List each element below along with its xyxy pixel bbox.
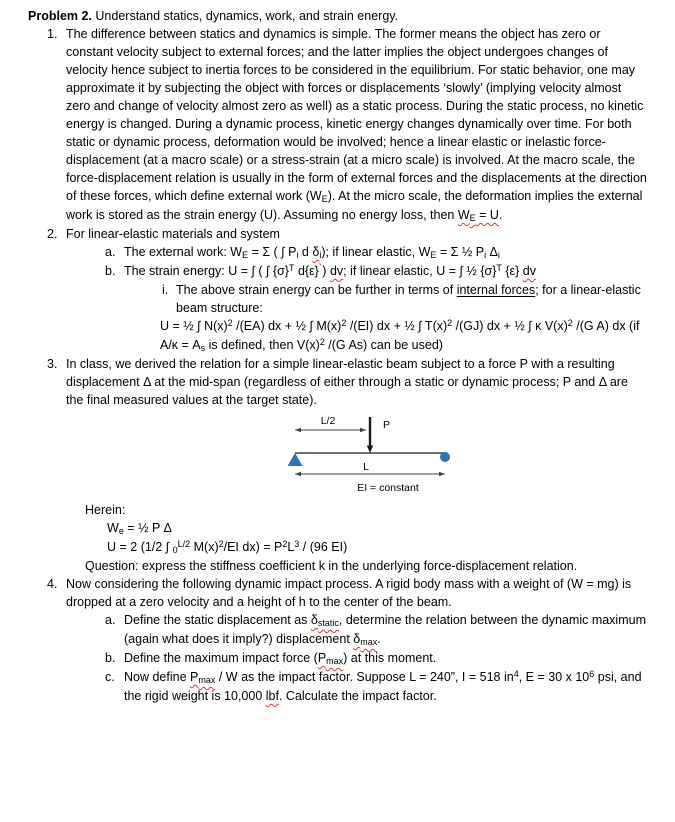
text-run: ); if linear elastic, W bbox=[321, 245, 431, 259]
problem-heading bbox=[28, 7, 648, 25]
text-run: . bbox=[377, 632, 381, 646]
text-run: /(G A) dx (if A/κ = A bbox=[160, 319, 643, 352]
text-run: Understand statics, dynamics, work, and strain energy. bbox=[91, 9, 399, 23]
text-run: . Calculate the impact factor. bbox=[278, 689, 437, 703]
half-span-label: L/2 bbox=[320, 415, 336, 427]
text-run: = ½ P Δ bbox=[123, 521, 172, 535]
text-run: Question: express the stiffness coefficient k in the underlying force-displacement relation. bbox=[85, 559, 578, 573]
superscript-run: 2 bbox=[282, 539, 288, 550]
superscript-run: 6 bbox=[589, 669, 595, 680]
roller-support-icon bbox=[440, 452, 450, 462]
subscript-run: i bbox=[497, 250, 500, 261]
text-run: δ bbox=[353, 632, 361, 646]
text-run: /(EI) dx + ½ ∫ T(x) bbox=[346, 319, 448, 333]
item-1 bbox=[28, 25, 651, 225]
text-run: psi, and the rigid weight is 10,000 bbox=[124, 670, 646, 703]
item-4a bbox=[28, 611, 648, 649]
text-run: is defined, then V(x) bbox=[205, 338, 320, 352]
list-marker: b. bbox=[105, 651, 116, 665]
superscript-run: 2 bbox=[341, 318, 347, 329]
text-run: The difference between statics and dynamics is simple. The former means the object has zero or constant velocity subject to external forces; and the latter implies the object undergoes changes of velocity hence subject to inertia forces to be considered in the equilibrium. For static behavior, one may approximate it by subjecting the object with forces or displacements ‘slowly’ (implying velocity almost zero and change of velocity almost zero as well) as a static process. During the static process, no kinetic energy is changed. During a dynamic process, kinetic energy changes dynamically over time. For both static or dynamic process, deformation would be involved; hence a linear elastic or inelastic force-displacement (at a macro scale) or a stress-strain (at a micro scale) is involved. At the macro scale, the force-displacement relation is usually in the form of external forces and the displacements at the direction of these forces, which define external work (W bbox=[66, 27, 651, 203]
subscript-run: i bbox=[296, 250, 299, 261]
text-run: Now considering the following dynamic impact process. A rigid body mass with a weight of (W = mg) is dropped at a zero velocity and a height of h to the center of the beam. bbox=[66, 577, 635, 609]
text-run: = U bbox=[475, 208, 499, 222]
subscript-run: E bbox=[321, 194, 328, 205]
text-run: L bbox=[287, 540, 295, 554]
text-run: In class, we derived the relation for a simple linear-elastic beam subject to a force P with a resulting displacement Δ at the mid-span (regardless of either through a static or dynamic process; P and Δ are the final measured values at the target state). bbox=[66, 357, 632, 407]
text-run: internal forces bbox=[456, 283, 536, 297]
span-label: L bbox=[363, 461, 369, 473]
item-2a bbox=[28, 243, 648, 262]
text-run: U = 2 (1/2 ∫ bbox=[107, 540, 173, 554]
span-arrow-left-icon bbox=[295, 472, 301, 476]
text-run: The external work: W bbox=[124, 245, 243, 259]
superscript-run: T bbox=[288, 263, 295, 274]
list-marker: b. bbox=[105, 264, 116, 278]
strain-energy-result-formula bbox=[28, 538, 648, 557]
item-2b bbox=[28, 262, 648, 281]
text-run: δ bbox=[312, 245, 320, 259]
item-2 bbox=[28, 225, 648, 243]
text-run: / (96 EI) bbox=[299, 540, 348, 554]
superscript-run: 2 bbox=[218, 539, 224, 550]
text-run: W bbox=[457, 208, 470, 222]
subscript-run: e bbox=[118, 526, 124, 537]
text-run: dv bbox=[522, 264, 536, 278]
item-4 bbox=[28, 575, 648, 611]
list-marker: a. bbox=[105, 613, 116, 627]
superscript-run: T bbox=[496, 263, 502, 274]
beam-strain-energy-formula bbox=[28, 317, 648, 355]
item-2b-i bbox=[28, 281, 648, 317]
beam-diagram-svg bbox=[270, 413, 510, 499]
beam-diagram bbox=[270, 413, 510, 499]
item-4b bbox=[28, 649, 648, 668]
list-marker: c. bbox=[105, 670, 115, 684]
list-marker: i. bbox=[162, 283, 169, 297]
dim-arrow-right-icon bbox=[360, 428, 366, 432]
subscript-run: max bbox=[326, 656, 344, 667]
text-run: /(G As) can be used) bbox=[324, 338, 443, 352]
text-run: = Σ ( ∫ P bbox=[248, 245, 297, 259]
text-run: lbf bbox=[265, 689, 279, 703]
item-3 bbox=[28, 355, 648, 409]
superscript-run: 2 bbox=[567, 318, 573, 329]
text-run: = Σ ½ P bbox=[436, 245, 485, 259]
pin-support-icon bbox=[288, 453, 303, 466]
subscript-run: max bbox=[198, 675, 216, 686]
text-run: δ bbox=[310, 613, 318, 627]
text-run: / W as the impact factor. Suppose L = 240”, I = 518 in bbox=[215, 670, 514, 684]
force-arrowhead-icon bbox=[367, 446, 373, 454]
superscript-run: 2 bbox=[227, 318, 233, 329]
subscript-run: s bbox=[200, 343, 206, 354]
text-run: dv bbox=[329, 264, 344, 278]
problem-body-top bbox=[28, 25, 651, 409]
superscript-run: 3 bbox=[294, 539, 300, 550]
text-run: , E = 30 x 10 bbox=[518, 670, 590, 684]
subscript-run: static bbox=[317, 618, 339, 629]
superscript-run: 2 bbox=[447, 318, 453, 329]
item-4c bbox=[28, 668, 648, 705]
herein-label bbox=[28, 501, 648, 519]
subscript-run: E bbox=[469, 213, 476, 224]
list-marker: 3. bbox=[47, 357, 58, 371]
list-marker: 4. bbox=[47, 577, 58, 591]
list-marker: a. bbox=[105, 245, 116, 259]
list-marker: 2. bbox=[47, 227, 58, 241]
text-run: , determine the relation between the dynamic maximum (again what does it imply?) displacement bbox=[124, 613, 650, 646]
text-run: d bbox=[298, 245, 313, 259]
subscript-run: E bbox=[242, 250, 249, 261]
force-label: P bbox=[383, 419, 391, 431]
subscript-run: 0 bbox=[172, 545, 178, 556]
subscript-run: i bbox=[484, 250, 487, 261]
text-run: ) at this moment. bbox=[343, 651, 437, 665]
text-run: /EI dx) = P bbox=[223, 540, 283, 554]
text-run: P bbox=[317, 651, 327, 665]
text-run: Define the maximum impact force ( bbox=[124, 651, 318, 665]
question bbox=[28, 557, 648, 575]
subscript-run: i bbox=[319, 250, 322, 261]
text-run: For linear-elastic materials and system bbox=[66, 227, 280, 241]
external-work-formula bbox=[28, 519, 648, 538]
text-run: Herein: bbox=[85, 503, 126, 517]
superscript-run: 2 bbox=[319, 337, 325, 348]
text-run: ). At the micro scale, the deformation implies the external work is stored as the strain energy (U). Assuming no energy loss, then bbox=[66, 189, 646, 222]
text-run: P bbox=[190, 670, 199, 684]
text-run: M(x) bbox=[190, 540, 219, 554]
text-run: Δ bbox=[486, 245, 498, 259]
list-marker: 1. bbox=[47, 27, 58, 41]
subscript-run: E bbox=[430, 250, 437, 261]
subscript-run: max bbox=[360, 637, 378, 648]
text-run: W bbox=[107, 521, 119, 535]
superscript-run: L/2 bbox=[177, 539, 191, 550]
text-run: {ε} bbox=[501, 264, 523, 278]
ei-constant-label: EI = constant bbox=[357, 482, 419, 494]
text-run: ; if linear elastic, U = ∫ ½ {σ} bbox=[343, 264, 497, 278]
span-arrow-right-icon bbox=[439, 472, 445, 476]
text-run: U = ½ ∫ N(x) bbox=[160, 319, 228, 333]
text-run: Define the static displacement as bbox=[124, 613, 311, 627]
text-run: The above strain energy can be further in terms of bbox=[176, 283, 457, 297]
text-run: The strain energy: U = ∫ ( ∫ {σ} bbox=[124, 264, 289, 278]
text-run: Problem 2. bbox=[28, 9, 92, 23]
text-run: /(GJ) dx + ½ ∫ κ V(x) bbox=[452, 319, 568, 333]
superscript-run: 4 bbox=[513, 669, 519, 680]
text-run: /(EA) dx + ½ ∫ M(x) bbox=[232, 319, 342, 333]
text-run: . bbox=[498, 208, 503, 222]
problem-body-bottom bbox=[28, 501, 648, 705]
text-run: ; for a linear-elastic beam structure: bbox=[176, 283, 645, 315]
dim-arrow-left-icon bbox=[295, 428, 301, 432]
text-run: d{ε} ) bbox=[294, 264, 330, 278]
text-run: Now define bbox=[124, 670, 191, 684]
